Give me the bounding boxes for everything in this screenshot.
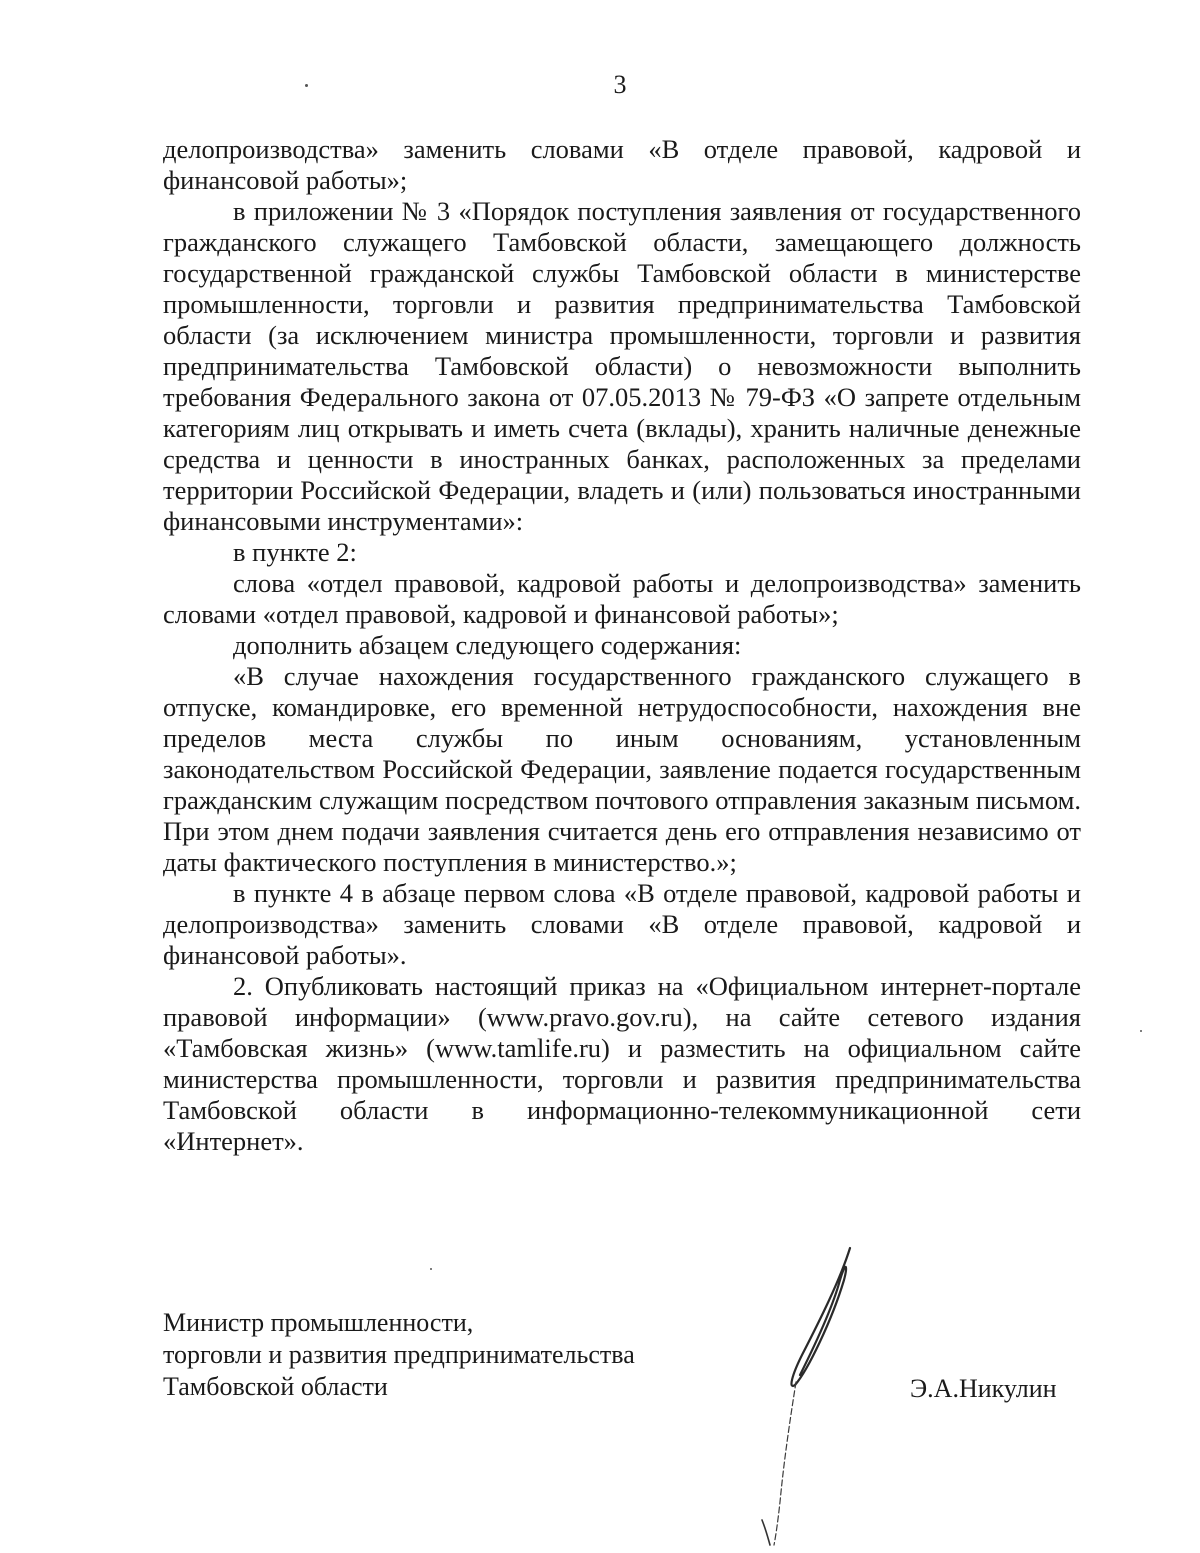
paragraph-7: в пункте 4 в абзаце первом слова «В отделе правовой, кадровой работы и делопроизводства» заменить словами «В отделе правовой, кадровой и финансовой работы». [163, 878, 1081, 970]
signatory-position-line-1: Министр промышленности, [163, 1308, 474, 1337]
paragraph-5: дополнить абзацем следующего содержания: [233, 630, 742, 660]
scan-speck [305, 84, 308, 87]
signatory-name: Э.А.Никулин [910, 1374, 1057, 1403]
paragraph-2: в приложении № 3 «Порядок поступления заявления от государственного гражданского служащего Тамбовской области, замещающего должность государственной гражданской службы Тамбовской области в министерстве промышленности, торговли и развития предпринимательства Тамбовской области (за исключением министра промышленности, торговли и развития предпринимательства Тамбовской области) о невозможности выполнить требования Федерального закона от 07.05.2013 № 79-ФЗ «О запрете отдельным категориям лиц открывать и иметь счета (вклады), хранить наличные денежные средства и ценности в иностранных банках, расположенных за пределами территории Российской Федерации, владеть и (или) пользоваться иностранными финансовыми инструментами»: [163, 196, 1081, 536]
page-number: 3 [613, 70, 627, 99]
paragraph-4: слова «отдел правовой, кадровой работы и делопроизводства» заменить словами «отдел правовой, кадровой и финансовой работы»; [163, 568, 1081, 629]
handwritten-signature [740, 1240, 880, 1550]
paragraph-1: делопроизводства» заменить словами «В отделе правовой, кадровой и финансовой работы»; [163, 134, 1081, 195]
signatory-position [163, 1307, 635, 1403]
document-body [163, 134, 1081, 1157]
paragraph-3: в пункте 2: [233, 537, 357, 567]
signatory-position-line-2: торговли и развития предпринимательства [163, 1340, 635, 1369]
scan-speck [430, 1268, 432, 1270]
paragraph-6: «В случае нахождения государственного гражданского служащего в отпуске, командировке, его временной нетрудоспособности, нахождения вне пределов места службы по иным основаниям, установленным законодательством Российской Федерации, заявление подается государственным гражданским служащим посредством почтового отправления заказным письмом. При этом днем подачи заявления считается день его отправления независимо от даты фактического поступления в министерство.»; [163, 661, 1081, 877]
paragraph-8: 2. Опубликовать настоящий приказ на «Официальном интернет-портале правовой информации» (www.pravo.gov.ru), на сайте сетевого издания «Тамбовская жизнь» (www.tamlife.ru) и разместить на официальном сайте министерства промышленности, торговли и развития предпринимательства Тамбовской области в информационно-телекоммуникационной сети «Интернет». [163, 971, 1081, 1156]
scan-speck [1140, 1030, 1142, 1032]
signatory-position-line-3: Тамбовской области [163, 1372, 388, 1401]
